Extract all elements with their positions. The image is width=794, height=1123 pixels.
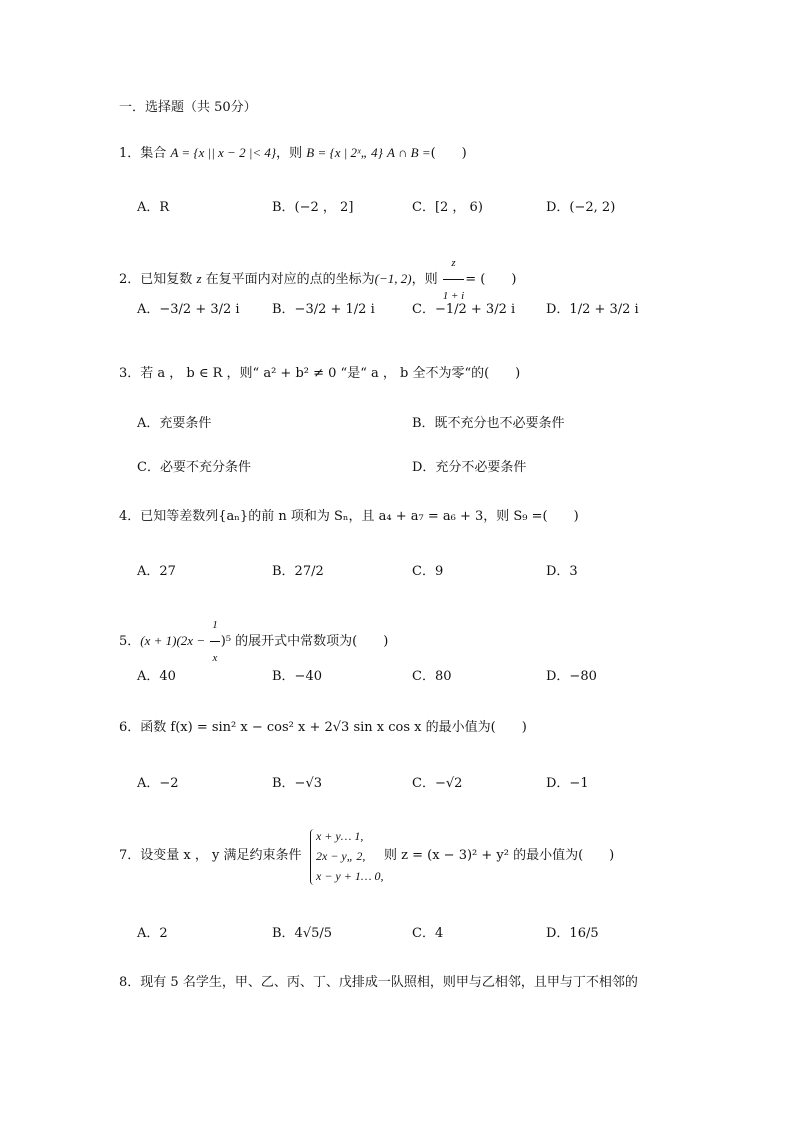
option-d: D．16/5 bbox=[546, 926, 599, 941]
question-text: 则 z = (x − 3)² + y² 的最小值为( ) bbox=[384, 848, 615, 863]
question-text: )⁵ 的展开式中常数项为( ) bbox=[220, 634, 389, 649]
option-b: B．4√5/5 bbox=[272, 926, 333, 941]
set-a: A = {x || x − 2 |< 4} bbox=[170, 145, 277, 160]
intersection-expr: A ∩ B = bbox=[387, 145, 431, 160]
option-b: B．−40 bbox=[272, 669, 322, 684]
option-c: C．−1/2 + 3/2 i bbox=[412, 302, 516, 317]
option-d: D．−80 bbox=[546, 669, 597, 684]
option-a: A．40 bbox=[137, 669, 176, 684]
expression: (x + 1)(2x − bbox=[140, 633, 206, 648]
question-6 bbox=[119, 721, 527, 734]
question-text: 已知复数 bbox=[140, 272, 193, 287]
option-a: A．充要条件 bbox=[137, 416, 212, 431]
option-b: B．−3/2 + 1/2 i bbox=[272, 302, 375, 317]
question-3 bbox=[119, 367, 520, 380]
option-c: C．−√2 bbox=[412, 776, 463, 791]
constraint-1: x + y… 1, bbox=[316, 829, 364, 843]
question-number: 8． bbox=[119, 975, 141, 990]
question-number: 6． bbox=[119, 720, 141, 735]
question-number: 2． bbox=[119, 272, 141, 287]
question-text: 现有 5 名学生，甲、乙、丙、丁、戊排成一队照相，则甲与乙相邻，且甲与丁不相邻的 bbox=[140, 975, 638, 990]
question-5 bbox=[119, 610, 388, 673]
question-text: 函数 f(x) = sin² x − cos² x + 2√3 sin x cos x 的最小值为( ) bbox=[140, 720, 527, 735]
question-text: ，则 bbox=[276, 146, 303, 161]
option-a: A．−2 bbox=[137, 776, 179, 791]
section-title: 一．选择题（共 50分） bbox=[119, 100, 257, 115]
option-a: A．R bbox=[137, 200, 170, 215]
question-7 bbox=[119, 849, 302, 862]
answer-blank: = ( ) bbox=[465, 272, 517, 287]
option-d: D．充分不必要条件 bbox=[412, 460, 527, 475]
fraction: $\frac{1}{x}$ bbox=[210, 610, 220, 673]
variable-z: z bbox=[196, 271, 202, 286]
question-number: 4． bbox=[119, 509, 141, 524]
fraction: $\frac{z}{1 + i}$ bbox=[443, 248, 464, 311]
constraint-3: x − y + 1… 0, bbox=[316, 869, 384, 883]
option-a: A．27 bbox=[137, 564, 176, 579]
option-b: B．既不充分也不必要条件 bbox=[412, 416, 565, 431]
option-d: D．3 bbox=[546, 564, 578, 579]
constraint-2: 2x − y„ 2, bbox=[316, 849, 366, 863]
option-d: D．1/2 + 3/2 i bbox=[546, 302, 639, 317]
question-text: 设变量 x ， y 满足约束条件 bbox=[140, 848, 302, 863]
option-d: D．(−2, 2) bbox=[546, 200, 616, 215]
question-text: 在复平面内对应的点的坐标为 bbox=[205, 272, 375, 287]
option-c: C．4 bbox=[412, 926, 444, 941]
question-text: 集合 bbox=[140, 146, 167, 161]
point-coords: (−1, 2) bbox=[374, 271, 412, 286]
question-text: 已知等差数列{aₙ}的前 n 项和为 Sₙ，且 a₄ + a₇ = a₆ + 3，则 S₉ =( ) bbox=[140, 509, 579, 524]
question-number: 5． bbox=[119, 634, 141, 649]
option-c: C．[2 ， 6) bbox=[412, 200, 483, 215]
question-text: ，则 bbox=[411, 272, 438, 287]
question-number: 7． bbox=[119, 848, 141, 863]
question-8 bbox=[119, 976, 638, 989]
question-4 bbox=[119, 510, 579, 523]
option-b: B．27/2 bbox=[272, 564, 324, 579]
answer-blank: ( ) bbox=[430, 146, 467, 161]
option-c: C．必要不充分条件 bbox=[137, 460, 251, 475]
question-number: 3． bbox=[119, 366, 141, 381]
option-c: C．9 bbox=[412, 564, 444, 579]
question-number: 1． bbox=[119, 146, 141, 161]
option-b: B．(−2 ， 2] bbox=[272, 200, 354, 215]
option-a: A．−3/2 + 3/2 i bbox=[137, 302, 240, 317]
option-b: B．−√3 bbox=[272, 776, 323, 791]
question-text: 若 a ， b ∈ R ，则“ a² + b² ≠ 0 “是“ a ， b 全不为零“的( ) bbox=[140, 366, 521, 381]
set-b: B = {x | 2ˣ„ 4} bbox=[306, 145, 383, 160]
option-a: A．2 bbox=[137, 926, 168, 941]
option-d: D．−1 bbox=[546, 776, 589, 791]
question-1 bbox=[119, 146, 467, 160]
option-c: C．80 bbox=[412, 669, 452, 684]
